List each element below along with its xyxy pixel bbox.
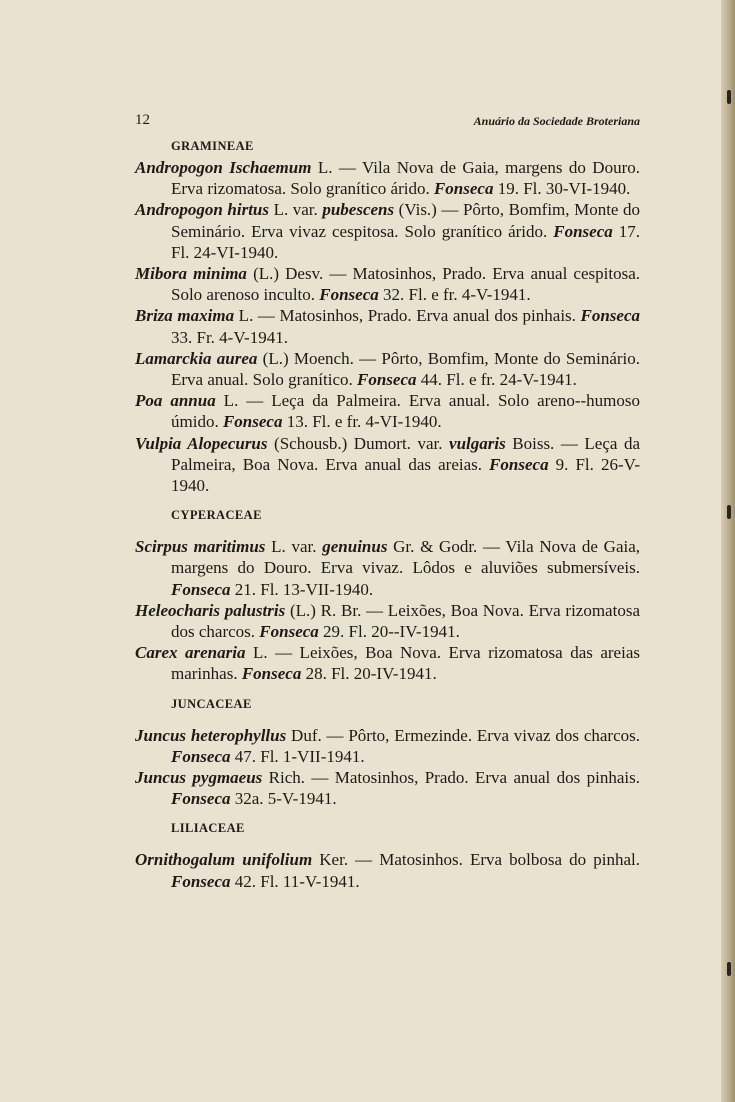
record-text: 42. Fl. 11-V-1941.: [230, 871, 360, 891]
binding-mark: [727, 90, 731, 104]
section-heading: CYPERACEAE: [171, 508, 262, 523]
collector-name: Fonseca: [580, 306, 641, 326]
collector-name: Fonseca: [171, 579, 231, 599]
species-name: Ornithogalum unifolium: [135, 850, 313, 870]
entry-text: Gr. & Godr. — Vila Nova de Gaia, margens do Douro. Erva vivaz. Lôdos e aluviões submersíveis.: [171, 537, 641, 578]
record-text: 9. Fl. 26-V-1940.: [171, 454, 640, 496]
record-text: 21. Fl. 13-VII-1940.: [230, 579, 374, 599]
species-name: Andropogon Ischaemum: [135, 158, 312, 177]
section-heading: LILIACEAE: [171, 821, 245, 836]
record-text: 44. Fl. e fr. 24-V-1941.: [416, 370, 577, 390]
species-entry: [135, 348, 640, 390]
page-number: 12: [135, 112, 150, 128]
species-entry: [135, 263, 640, 305]
section-heading: GRAMINEAE: [171, 139, 254, 153]
entry-text: (Vis.) — Pôrto, Bomfim, Monte do Seminário. Erva vivaz cespitosa. Solo granítico árido.: [171, 200, 641, 241]
collector-name: Fonseca: [553, 221, 613, 241]
species-name: Poa annua: [135, 391, 216, 411]
entry-text: L. var.: [265, 537, 323, 557]
species-name: Briza maxima: [135, 306, 235, 326]
entry-text: L. — Vila Nova de Gaia, margens do Douro. Erva rizomatosa. Solo granítico árido.: [171, 158, 640, 199]
species-entry: [135, 157, 640, 199]
variety-name: vulgaris: [449, 433, 506, 453]
entry-text: (Schousb.) Dumort. var.: [267, 433, 450, 453]
binding-marks: [727, 0, 733, 1102]
species-name: Scirpus maritimus: [135, 537, 266, 557]
species-name: Heleocharis palustris: [135, 600, 286, 620]
record-text: 29. Fl. 20--IV-1941.: [318, 622, 460, 642]
binding-mark: [727, 505, 731, 519]
species-entry: [135, 849, 640, 891]
page-body: [135, 135, 640, 892]
section-heading: JUNCACEAE: [171, 696, 252, 711]
collector-name: Fonseca: [241, 664, 302, 684]
species-entry: [135, 642, 640, 684]
collector-name: Fonseca: [357, 370, 417, 390]
record-text: 17. Fl. 24-VI-1940.: [171, 221, 640, 262]
species-entry: [135, 390, 640, 432]
entry-text: Ker. — Matosinhos. Erva bolbosa do pinhal.: [312, 850, 640, 870]
collector-name: Fonseca: [489, 454, 549, 474]
species-name: Mibora minima: [135, 264, 247, 284]
record-text: 33. Fr. 4-V-1941.: [171, 327, 288, 347]
entry-text: (L.) Moench. — Pôrto, Bomfim, Monte do Seminário. Erva anual. Solo granítico.: [171, 348, 641, 390]
record-text: 47. Fl. 1-VII-1941.: [230, 746, 365, 766]
species-entry: [135, 433, 640, 497]
variety-name: genuinus: [322, 537, 388, 557]
running-title: Anuário da Sociedade Broteriana: [473, 114, 640, 128]
binding-mark: [727, 962, 731, 976]
record-text: 19. Fl. 30-VI-1940.: [493, 179, 631, 199]
species-entry: [135, 305, 640, 347]
species-name: Andropogon hirtus: [135, 200, 270, 220]
species-name: Lamarckia aurea: [135, 348, 258, 368]
entry-text: L. — Leixões, Boa Nova. Erva rizomatosa das areias marinhas.: [171, 643, 640, 684]
species-entry: [135, 199, 640, 263]
species-entry: [135, 725, 640, 767]
entry-text: Rich. — Matosinhos, Prado. Erva anual dos pinhais.: [262, 768, 640, 788]
page-edge-shadow: [721, 0, 735, 1102]
variety-name: pubescens: [322, 200, 395, 220]
entry-text: L. var.: [269, 200, 323, 220]
collector-name: Fonseca: [222, 412, 283, 432]
collector-name: Fonseca: [259, 622, 319, 642]
collector-name: Fonseca: [433, 179, 494, 199]
species-name: Juncus pygmaeus: [135, 768, 263, 788]
entry-text: L. — Leça da Palmeira. Erva anual. Solo areno--humoso úmido.: [171, 391, 640, 432]
entry-text: L. — Matosinhos, Prado. Erva anual dos pinhais.: [234, 306, 581, 326]
species-entry: [135, 600, 640, 642]
species-entry: [135, 767, 640, 809]
record-text: 32a. 5-V-1941.: [230, 789, 337, 809]
collector-name: Fonseca: [171, 789, 231, 809]
species-name: Juncus heterophyllus: [135, 725, 287, 745]
species-name: Vulpia Alopecurus: [135, 433, 268, 453]
collector-name: Fonseca: [319, 285, 379, 305]
collector-name: Fonseca: [171, 746, 231, 766]
record-text: 28. Fl. 20-IV-1941.: [301, 664, 437, 684]
entry-text: Duf. — Pôrto, Ermezinde. Erva vivaz dos charcos.: [286, 725, 640, 745]
species-entry: [135, 536, 640, 600]
record-text: 13. Fl. e fr. 4-VI-1940.: [282, 412, 442, 432]
entry-text: (L.) Desv. — Matosinhos, Prado. Erva anual cespitosa. Solo arenoso inculto.: [171, 264, 640, 305]
record-text: 32. Fl. e fr. 4-V-1941.: [378, 285, 531, 305]
entry-text: Boiss. — Leça da Palmeira, Boa Nova. Erva anual das areias.: [171, 433, 641, 474]
page-header: [135, 112, 640, 132]
species-name: Carex arenaria: [135, 643, 246, 663]
collector-name: Fonseca: [171, 871, 231, 891]
entry-text: (L.) R. Br. — Leixões, Boa Nova. Erva rizomatosa dos charcos.: [171, 600, 640, 642]
